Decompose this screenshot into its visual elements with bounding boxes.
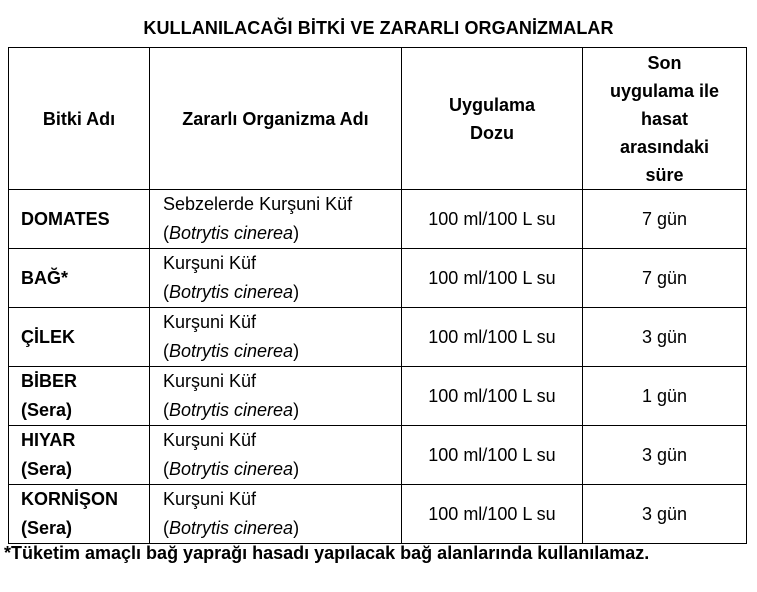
header-dose	[402, 48, 583, 190]
plant-cell	[9, 249, 150, 308]
dose-cell: 100 ml/100 L su	[402, 367, 583, 426]
dose-cell: 100 ml/100 L su	[402, 190, 583, 249]
pest-common-name: Sebzelerde Kurşuni Küf	[163, 194, 353, 214]
plant-name: BİBER	[21, 371, 78, 391]
header-days-line: süre	[645, 164, 684, 185]
table-row	[9, 426, 747, 485]
pest-scientific-name: Botrytis cinerea	[169, 282, 294, 302]
table-row	[9, 485, 747, 544]
dose-cell: 100 ml/100 L su	[402, 249, 583, 308]
days-cell: 1 gün	[583, 367, 747, 426]
days-cell: 7 gün	[583, 249, 747, 308]
paren-open: (	[163, 282, 169, 302]
pest-cell	[150, 485, 402, 544]
table-title: KULLANILACAĞI BİTKİ VE ZARARLI ORGANİZMALAR	[143, 18, 614, 38]
pest-cell	[150, 426, 402, 485]
paren-open: (	[163, 518, 169, 538]
days-cell: 3 gün	[583, 426, 747, 485]
pest-cell	[150, 367, 402, 426]
plant-pest-table	[8, 47, 747, 544]
paren-open: (	[163, 459, 169, 479]
header-plant: Bitki Adı	[9, 48, 150, 190]
pest-scientific-line	[163, 278, 401, 307]
days-cell: 7 gün	[583, 190, 747, 249]
table-row	[9, 190, 747, 249]
plant-qualifier: (Sera)	[21, 459, 73, 479]
pest-scientific-name: Botrytis cinerea	[169, 341, 294, 361]
header-days-line: hasat	[640, 108, 689, 129]
dose-cell: 100 ml/100 L su	[402, 426, 583, 485]
plant-cell	[9, 367, 150, 426]
paren-close: )	[293, 282, 300, 302]
pest-scientific-name: Botrytis cinerea	[169, 518, 294, 538]
pest-scientific-line	[163, 219, 401, 248]
pest-scientific-name: Botrytis cinerea	[169, 223, 294, 243]
table-row	[9, 308, 747, 367]
header-days-line: uygulama ile	[609, 80, 720, 101]
pest-scientific-name: Botrytis cinerea	[169, 459, 294, 479]
pest-cell	[150, 308, 402, 367]
pest-scientific-name: Botrytis cinerea	[169, 400, 294, 420]
paren-open: (	[163, 341, 169, 361]
pest-scientific-line	[163, 455, 401, 484]
pest-common-name: Kurşuni Küf	[163, 312, 257, 332]
header-row	[9, 48, 747, 190]
paren-close: )	[293, 223, 300, 243]
header-days-line: Son	[647, 52, 682, 73]
plant-cell	[9, 485, 150, 544]
dose-cell: 100 ml/100 L su	[402, 308, 583, 367]
table-row	[9, 249, 747, 308]
paren-close: )	[293, 400, 300, 420]
paren-close: )	[293, 518, 300, 538]
pest-common-name: Kurşuni Küf	[163, 253, 257, 273]
pest-cell	[150, 190, 402, 249]
plant-name: KORNİŞON	[21, 489, 119, 509]
paren-open: (	[163, 400, 169, 420]
pest-common-name: Kurşuni Küf	[163, 430, 257, 450]
pest-scientific-line	[163, 514, 401, 543]
paren-close: )	[293, 459, 300, 479]
header-dose-line: Dozu	[470, 122, 514, 143]
pest-cell	[150, 249, 402, 308]
paren-close: )	[293, 341, 300, 361]
header-days-line: arasındaki	[619, 136, 710, 157]
paren-open: (	[163, 223, 169, 243]
plant-cell	[9, 308, 150, 367]
plant-name: DOMATES	[21, 208, 110, 229]
pest-scientific-line	[163, 396, 401, 425]
plant-name: ÇİLEK	[21, 326, 75, 347]
plant-qualifier: (Sera)	[21, 400, 73, 420]
plant-name: HIYAR	[21, 430, 76, 450]
days-cell: 3 gün	[583, 308, 747, 367]
days-cell: 3 gün	[583, 485, 747, 544]
header-days	[583, 48, 747, 190]
header-dose-line: Uygulama	[448, 94, 536, 115]
plant-name: BAĞ*	[21, 267, 69, 288]
footnote: *Tüketim amaçlı bağ yaprağı hasadı yapılacak bağ alanlarında kullanılamaz.	[4, 543, 650, 563]
plant-qualifier: (Sera)	[21, 518, 73, 538]
dose-cell: 100 ml/100 L su	[402, 485, 583, 544]
pest-common-name: Kurşuni Küf	[163, 371, 257, 391]
header-pest: Zararlı Organizma Adı	[150, 48, 402, 190]
table-row	[9, 367, 747, 426]
pest-common-name: Kurşuni Küf	[163, 489, 257, 509]
plant-cell	[9, 426, 150, 485]
pest-scientific-line	[163, 337, 401, 366]
plant-cell	[9, 190, 150, 249]
